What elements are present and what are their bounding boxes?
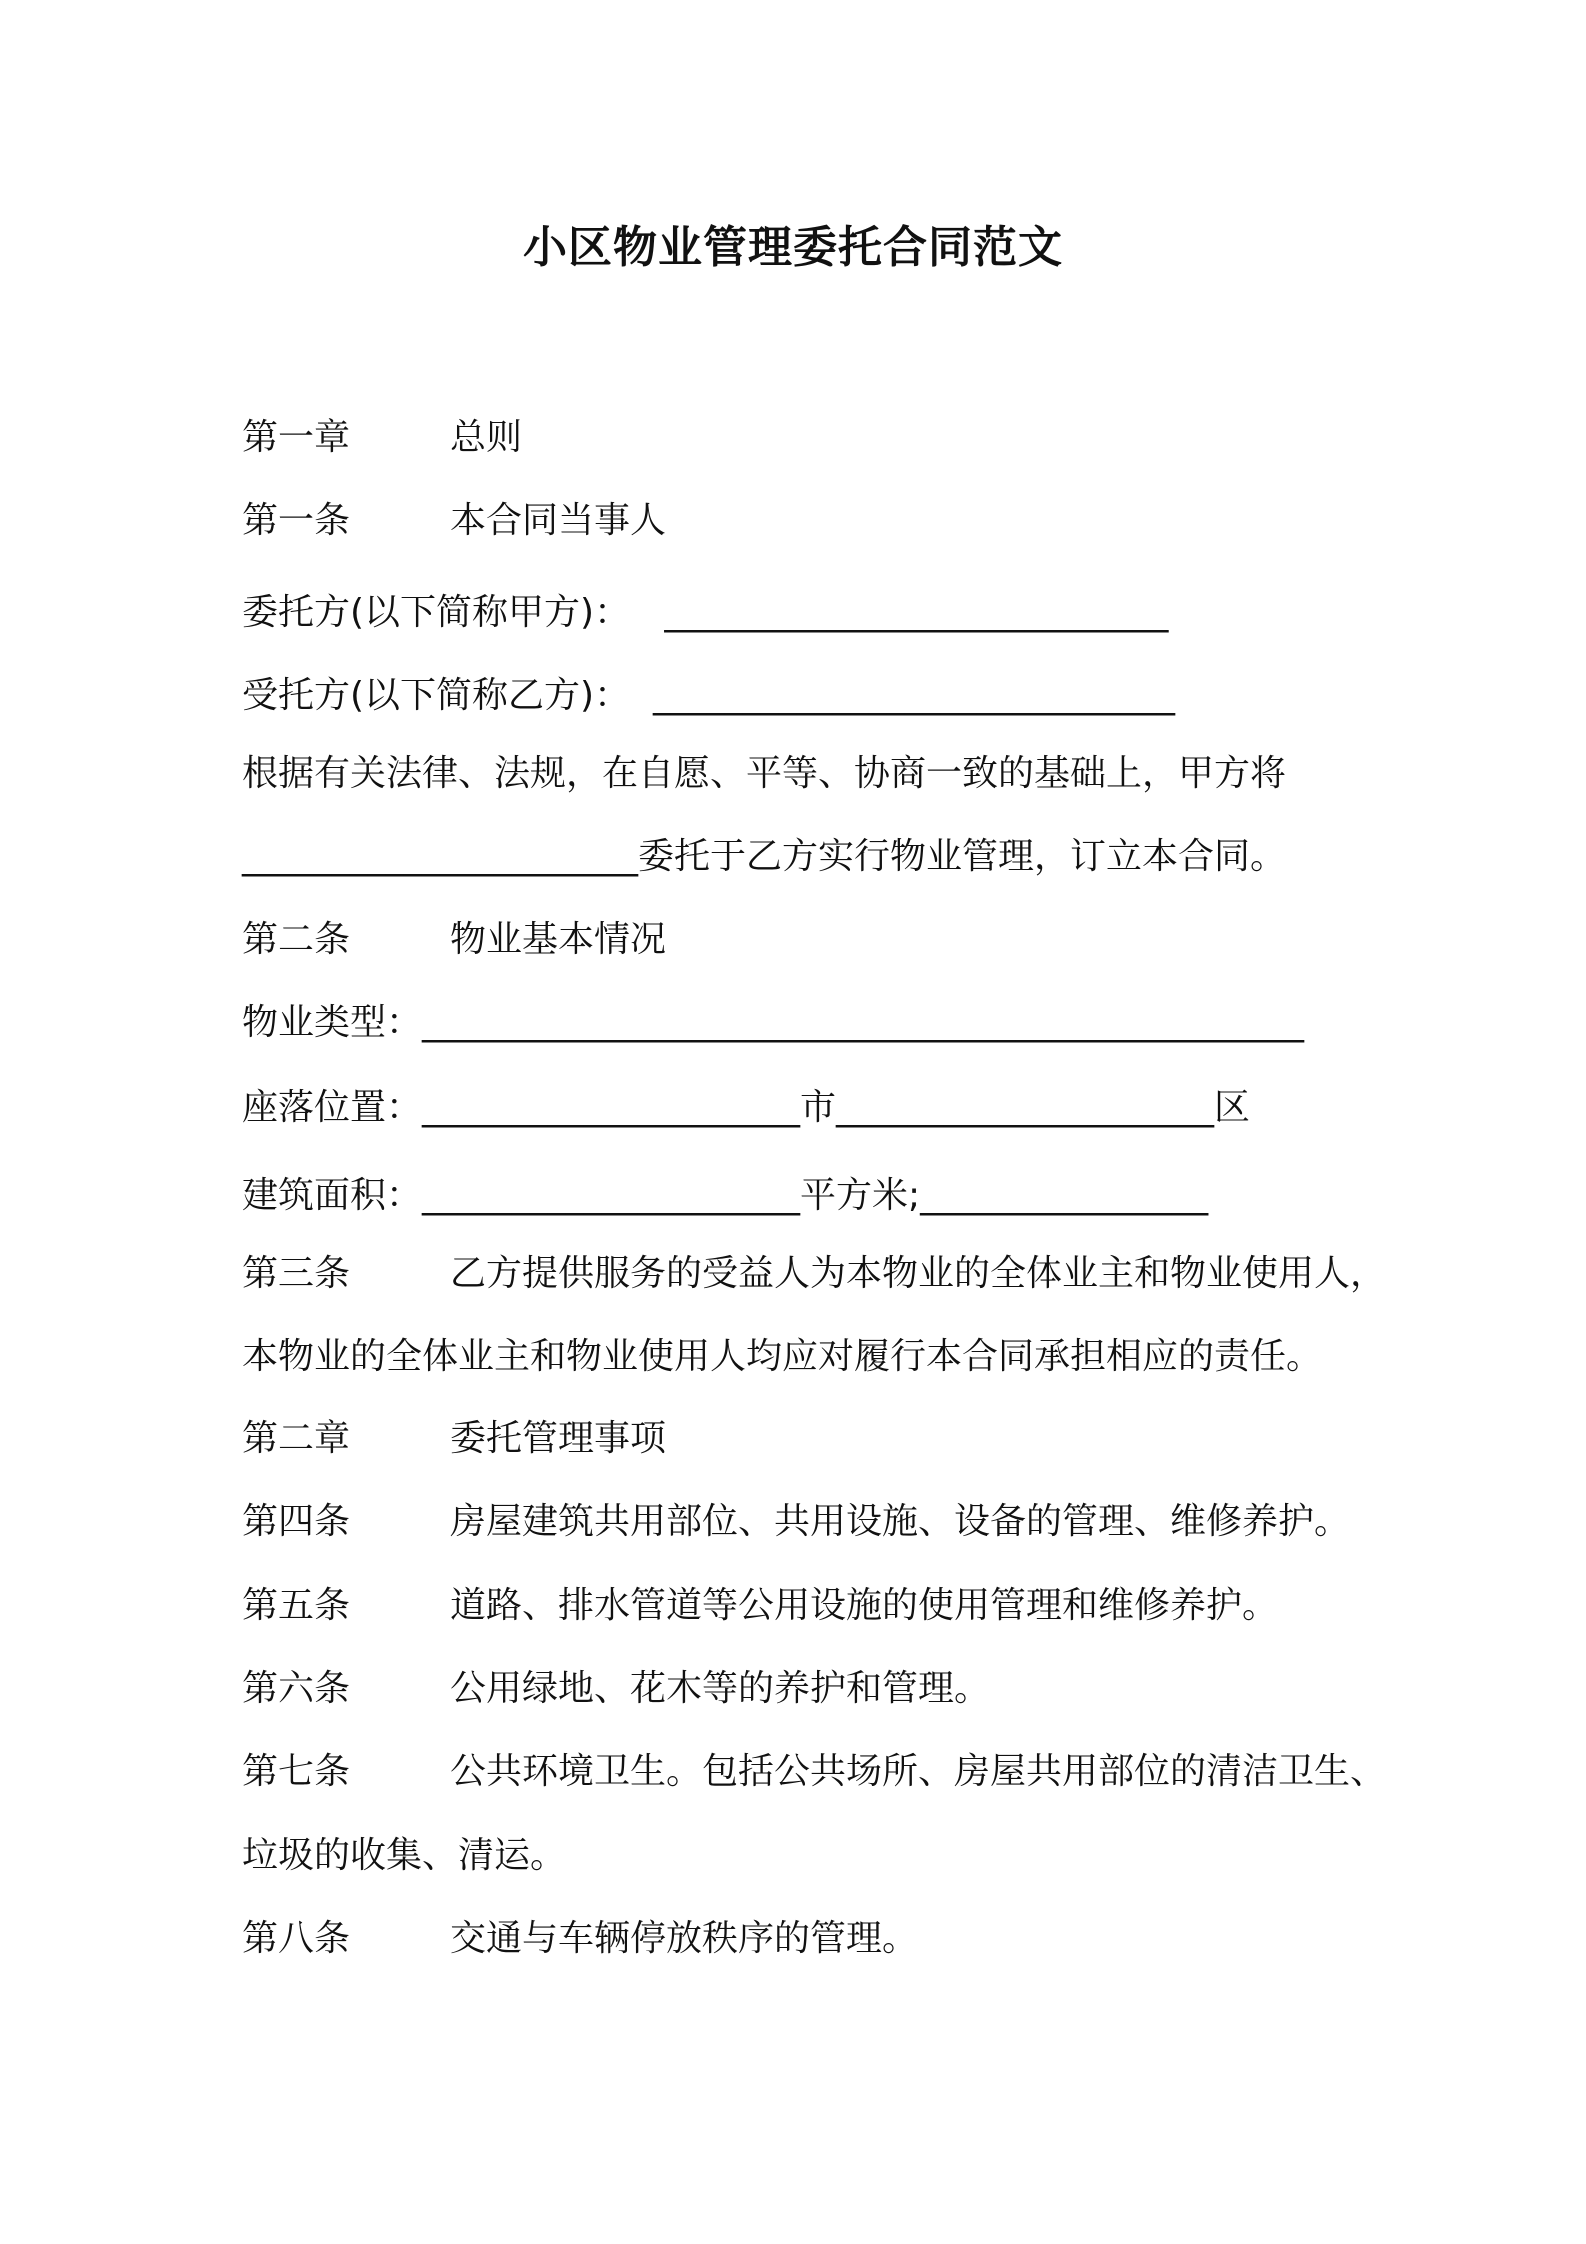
article-3-paragraph (242, 1250, 1386, 1298)
chapter-title: 委托管理事项 (450, 1418, 667, 1459)
article-label: 第八条 (242, 1918, 351, 1959)
basis-paragraph-line-1: 根据有关法律、法规，在自愿、平等、协商一致的基础上，甲方将 (242, 753, 1287, 794)
article-2-heading (242, 916, 666, 964)
article-text: 房屋建筑共用部位、共用设施、设备的管理、维修养护。 (450, 1501, 1351, 1542)
chapter-1-heading (242, 414, 522, 462)
chapter-title: 总则 (450, 417, 523, 458)
article-title: 物业基本情况 (450, 919, 667, 960)
document-title: 小区物业管理委托合同范文 (523, 222, 1063, 273)
chapter-label: 第二章 (242, 1418, 351, 1459)
article-label: 第六条 (242, 1668, 351, 1709)
article-label: 第一条 (242, 500, 351, 541)
article-label: 第五条 (242, 1585, 351, 1626)
article-text: 道路、排水管道等公用设施的使用管理和维修养护。 (450, 1585, 1279, 1626)
article-3-continuation: 本物业的全体业主和物业使用人均应对履行本合同承担相应的责任。 (242, 1336, 1323, 1377)
article-text: 公共环境卫生。包括公共场所、房屋共用部位的清洁卫生、 (450, 1751, 1387, 1792)
article-label: 第二条 (242, 919, 351, 960)
party-a-line: 委托方(以下简称甲方)： ____________________________ (242, 592, 1169, 633)
location-line: 座落位置：_____________________市_____________________区 (242, 1087, 1251, 1128)
property-type-line: 物业类型：_________________________________________________ (242, 1002, 1305, 1043)
article-title: 本合同当事人 (450, 500, 667, 541)
article-label: 第三条 (242, 1253, 351, 1294)
article-5 (242, 1582, 1278, 1630)
basis-paragraph-line-2: ______________________委托于乙方实行物业管理，订立本合同。 (242, 836, 1287, 877)
article-1-heading (242, 497, 666, 545)
article-4 (242, 1498, 1350, 1546)
article-7 (242, 1748, 1386, 1796)
article-label: 第七条 (242, 1751, 351, 1792)
article-8 (242, 1915, 918, 1963)
party-b-line: 受托方(以下简称乙方)： _____________________________ (242, 675, 1175, 716)
article-7-continuation: 垃圾的收集、清运。 (242, 1835, 567, 1876)
article-text: 公用绿地、花木等的养护和管理。 (450, 1668, 991, 1709)
article-text: 交通与车辆停放秩序的管理。 (450, 1918, 919, 1959)
article-label: 第四条 (242, 1501, 351, 1542)
article-text: 乙方提供服务的受益人为本物业的全体业主和物业使用人， (450, 1253, 1387, 1294)
building-area-line: 建筑面积：_____________________平方米;________________ (242, 1175, 1209, 1216)
article-6 (242, 1665, 990, 1713)
chapter-label: 第一章 (242, 417, 351, 458)
chapter-2-heading (242, 1415, 666, 1463)
